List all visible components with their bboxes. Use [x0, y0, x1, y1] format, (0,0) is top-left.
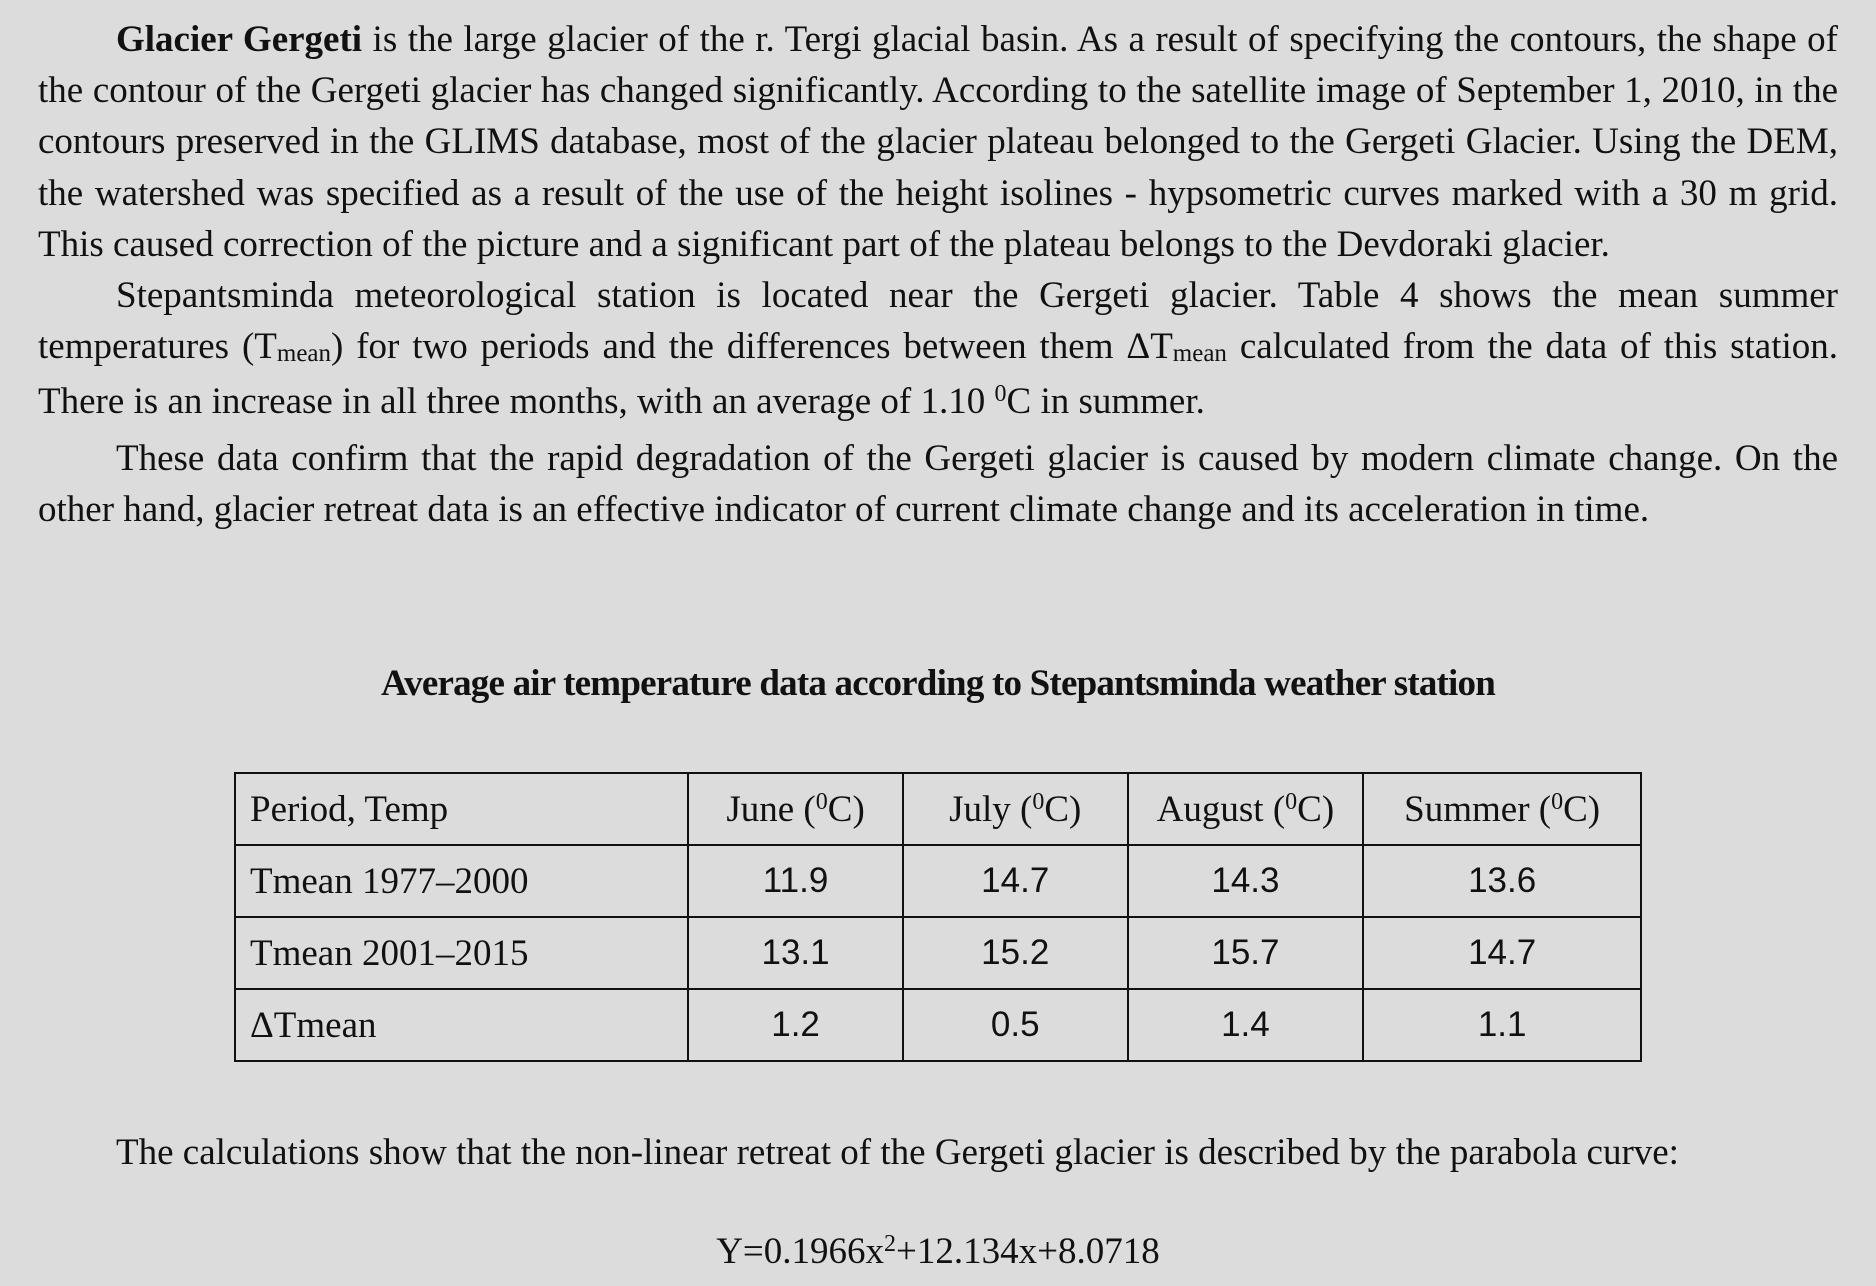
cell-summer: 14.7 [1363, 917, 1641, 989]
cell-summer: 13.6 [1363, 845, 1641, 917]
table-row [235, 845, 1641, 917]
body-text-after-table [38, 1127, 1838, 1178]
header-june-sup: 0 [815, 788, 828, 815]
header-summer-sup: 0 [1551, 788, 1564, 815]
paragraph-2-text-b: ) for two periods and the differences between them ΔT [331, 326, 1173, 368]
table-caption: Average air temperature data according to Stepantsminda weather station [380, 663, 1496, 704]
header-august-post: C) [1297, 788, 1335, 830]
cell-july: 14.7 [903, 845, 1128, 917]
paragraph-confirmation: These data confirm that the rapid degradation of the Gergeti glacier is caused by modern climate change. On the other hand, glacier retreat data is an effective indicator of current climate change and its acceleration in time. [38, 437, 1838, 530]
header-july-pre: July ( [949, 788, 1033, 830]
header-july [903, 773, 1128, 845]
paragraph-2-text-a: Stepantsminda meteorological station is located near the Gergeti glacier. Table 4 shows the mean summer temperatures (T [38, 275, 1838, 368]
cell-july: 15.2 [903, 917, 1128, 989]
paragraph-parabola: The calculations show that the non-linear retreat of the Gergeti glacier is described by the parabola curve: [116, 1132, 1679, 1173]
header-summer [1363, 773, 1641, 845]
superscript-degree: 0 [994, 381, 1007, 408]
header-june [688, 773, 903, 845]
table-header-row [235, 773, 1641, 845]
paragraph-station [38, 270, 1838, 433]
row-label: Tmean 2001–2015 [235, 917, 688, 989]
parabola-formula [0, 1230, 1876, 1273]
formula-exponent: 2 [884, 1231, 897, 1257]
cell-june: 13.1 [688, 917, 903, 989]
temperature-table [234, 772, 1642, 1062]
row-label: Tmean 1977–2000 [235, 845, 688, 917]
cell-june: 1.2 [688, 989, 903, 1061]
header-june-post: C) [827, 788, 865, 830]
cell-august: 15.7 [1128, 917, 1364, 989]
header-august-sup: 0 [1285, 788, 1298, 815]
subscript-mean-2: mean [1172, 340, 1227, 368]
cell-august: 1.4 [1128, 989, 1364, 1061]
cell-august: 14.3 [1128, 845, 1364, 917]
row-label: ΔTmean [235, 989, 688, 1061]
cell-summer: 1.1 [1363, 989, 1641, 1061]
formula-pre: Y=0.1966x [716, 1231, 885, 1272]
header-summer-post: C) [1563, 788, 1601, 830]
header-august [1128, 773, 1364, 845]
header-july-post: C) [1044, 788, 1082, 830]
paragraph-1-text: is the large glacier of the r. Tergi glacial basin. As a result of specifying the contours, the shape of the contour of the Gergeti glacier has changed significantly. According to the satellite image of September 1, 2010, in the contours preserved in the GLIMS database, most of the glacier plateau belonged to the Gergeti Glacier. Using the DEM, the watershed was specified as a result of the use of the height isolines - hypsometric curves marked with a 30 m grid. This caused correction of the picture and a significant part of the plateau belongs to the Devdoraki glacier. [38, 19, 1839, 265]
header-summer-pre: Summer ( [1404, 788, 1552, 830]
header-june-pre: June ( [726, 788, 816, 830]
formula-post: +12.134x+8.0718 [896, 1231, 1160, 1272]
paragraph-2-text-d: C in summer. [1006, 381, 1205, 423]
header-july-sup: 0 [1032, 788, 1045, 815]
table-row [235, 989, 1641, 1061]
paragraph-2-text-c: calculated from the data of this station. There is an increase in all three months, with an average of 1.10 [38, 326, 1839, 423]
subscript-mean-1: mean [276, 340, 332, 368]
body-text [38, 14, 1838, 535]
cell-june: 11.9 [688, 845, 903, 917]
cell-july: 0.5 [903, 989, 1128, 1061]
header-period-temp: Period, Temp [235, 773, 688, 845]
table-row [235, 917, 1641, 989]
glacier-name-bold: Glacier Gergeti [116, 19, 363, 60]
paragraph-glacier-gergeti [38, 14, 1838, 270]
header-august-pre: August ( [1156, 788, 1286, 830]
